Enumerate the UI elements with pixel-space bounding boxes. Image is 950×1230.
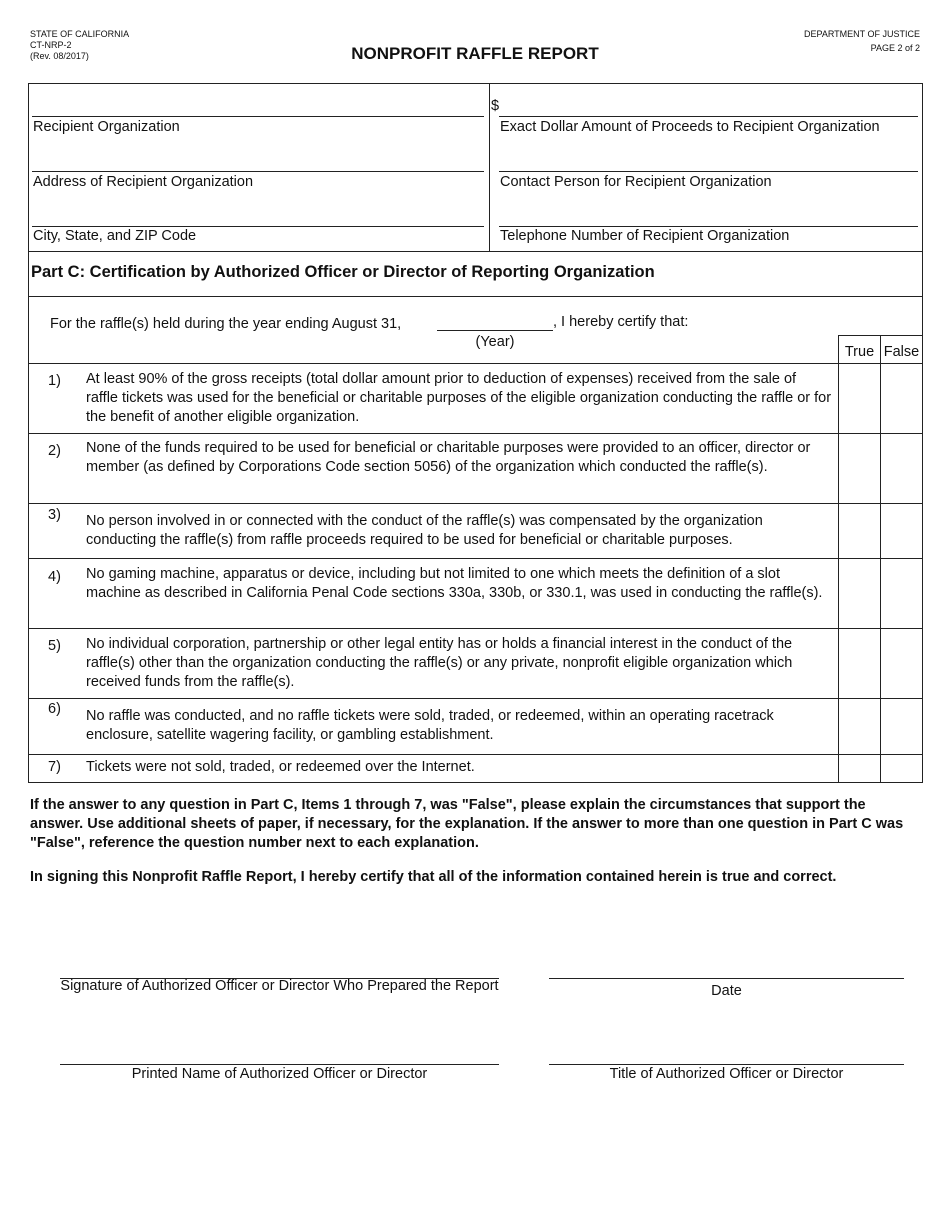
date-input[interactable]	[551, 958, 905, 978]
row-divider	[28, 698, 923, 699]
row-divider	[28, 503, 923, 504]
item-text: At least 90% of the gross receipts (total dollar amount prior to deduction of expenses) received from the sale of raffle tickets was used for the beneficial or charitable purposes of the eligible organization conducting the raffle or for the benefit of another eligible organization.	[86, 371, 832, 425]
item-number: 5)	[48, 638, 61, 654]
row-divider	[28, 754, 923, 755]
year-line	[437, 330, 553, 331]
item-text: No individual corporation, partnership or other legal entity has or holds a financial interest in the conduct of the raffle(s) other than the organization conducting the raffle(s) or any private, nonprofit eligible organization which received funds from the raffle(s).	[86, 636, 793, 690]
item-3-true-checkbox[interactable]	[839, 504, 880, 558]
item-4-true-checkbox[interactable]	[839, 559, 880, 628]
item-number: 7)	[48, 759, 61, 775]
explanation-note: If the answer to any question in Part C, Items 1 through 7, was "False", please explain the circumstances that support the answer. Use additional sheets of paper, if necessary, for the explanation. If the answer to more than one question in Part C was "False", reference the question number next to each explanation.	[30, 797, 904, 851]
form-id: CT-NRP-2	[30, 40, 72, 50]
item-2-true-checkbox[interactable]	[839, 434, 880, 503]
telephone-label: Telephone Number of Recipient Organization	[500, 228, 790, 244]
date-label: Date	[711, 983, 742, 999]
item-text: Tickets were not sold, traded, or redeemed over the Internet.	[86, 759, 475, 775]
intro-text: For the raffle(s) held during the year ending August 31,	[50, 316, 402, 332]
recipient-address-label: Address of Recipient Organization	[33, 174, 254, 190]
item-4-false-checkbox[interactable]	[881, 559, 922, 628]
item-number: 3)	[48, 507, 61, 523]
recipient-address-line	[32, 171, 484, 172]
contact-person-input[interactable]	[500, 152, 920, 172]
item-6-true-checkbox[interactable]	[839, 699, 880, 754]
item-6-false-checkbox[interactable]	[881, 699, 922, 754]
recipient-organization-label: Recipient Organization	[33, 119, 180, 135]
state-label: STATE OF CALIFORNIA	[30, 29, 130, 39]
printed-name-label: Printed Name of Authorized Officer or Director	[131, 1066, 428, 1082]
row-divider	[28, 558, 923, 559]
item-number: 4)	[48, 569, 61, 585]
item-number: 2)	[48, 443, 61, 459]
contact-person-line	[499, 171, 918, 172]
page-title: NONPROFIT RAFFLE REPORT	[351, 44, 599, 63]
item-1-true-checkbox[interactable]	[839, 364, 880, 433]
recipient-city-label: City, State, and ZIP Code	[33, 228, 197, 244]
true-header: True	[844, 344, 875, 360]
proceeds-amount-line	[499, 116, 918, 117]
recipient-address-input[interactable]	[33, 152, 487, 172]
item-text: No gaming machine, apparatus or device, including but not limited to one which meets the definition of a slot machine as described in California Penal Code sections 330a, 330b, or 330.1, was used in conducting the raffle(s).	[86, 566, 823, 601]
signature-label: Signature of Authorized Officer or Director Who Prepared the Report	[60, 978, 499, 994]
recipient-organization-line	[32, 116, 484, 117]
department-label: DEPARTMENT OF JUSTICE	[803, 29, 920, 39]
item-7-true-checkbox[interactable]	[839, 755, 880, 782]
item-number: 6)	[48, 701, 61, 717]
date-line	[549, 978, 904, 979]
officer-title-label: Title of Authorized Officer or Director	[609, 1066, 844, 1082]
part-c-heading: Part C: Certification by Authorized Officer or Director of Reporting Organization	[31, 263, 655, 281]
certify-note: In signing this Nonprofit Raffle Report, I hereby certify that all of the information contained herein is true and correct.	[30, 869, 837, 885]
officer-title-input[interactable]	[551, 1044, 905, 1064]
item-text: No raffle was conducted, and no raffle tickets were sold, traded, or redeemed, within an operating racetrack enclosure, satellite wagering facility, or gambling establishment.	[86, 708, 774, 743]
recipient-organization-input[interactable]	[33, 97, 487, 117]
telephone-input[interactable]	[500, 207, 920, 227]
row-divider	[28, 628, 923, 629]
year-input[interactable]	[438, 312, 556, 332]
false-header: False	[883, 344, 920, 360]
dollar-sign: $	[491, 98, 500, 114]
contact-person-label: Contact Person for Recipient Organization	[500, 174, 772, 190]
item-text: No person involved in or connected with the conduct of the raffle(s) was compensated by the organization conducting the raffle(s) from raffle proceeds required to be used for beneficial or charitable purposes.	[86, 513, 763, 548]
item-1-false-checkbox[interactable]	[881, 364, 922, 433]
signature-input[interactable]	[62, 958, 500, 978]
recipient-city-input[interactable]	[33, 207, 487, 227]
revision-label: (Rev. 08/2017)	[30, 51, 89, 61]
proceeds-amount-input[interactable]	[502, 97, 920, 117]
item-5-true-checkbox[interactable]	[839, 629, 880, 698]
item-7-false-checkbox[interactable]	[881, 755, 922, 782]
item-3-false-checkbox[interactable]	[881, 504, 922, 558]
intro-text-after: , I hereby certify that:	[553, 314, 689, 330]
page-number: PAGE 2 of 2	[870, 43, 920, 53]
item-text: None of the funds required to be used for beneficial or charitable purposes were provided to an officer, director or member (as defined by Corporations Code section 5056) of the organization which conducted the raffle(s).	[86, 440, 811, 475]
item-5-false-checkbox[interactable]	[881, 629, 922, 698]
year-label: (Year)	[475, 334, 515, 350]
item-number: 1)	[48, 373, 61, 389]
row-divider	[28, 433, 923, 434]
recipient-divider	[489, 83, 490, 252]
item-2-false-checkbox[interactable]	[881, 434, 922, 503]
proceeds-amount-label: Exact Dollar Amount of Proceeds to Recipient Organization	[500, 119, 880, 135]
printed-name-input[interactable]	[62, 1044, 500, 1064]
